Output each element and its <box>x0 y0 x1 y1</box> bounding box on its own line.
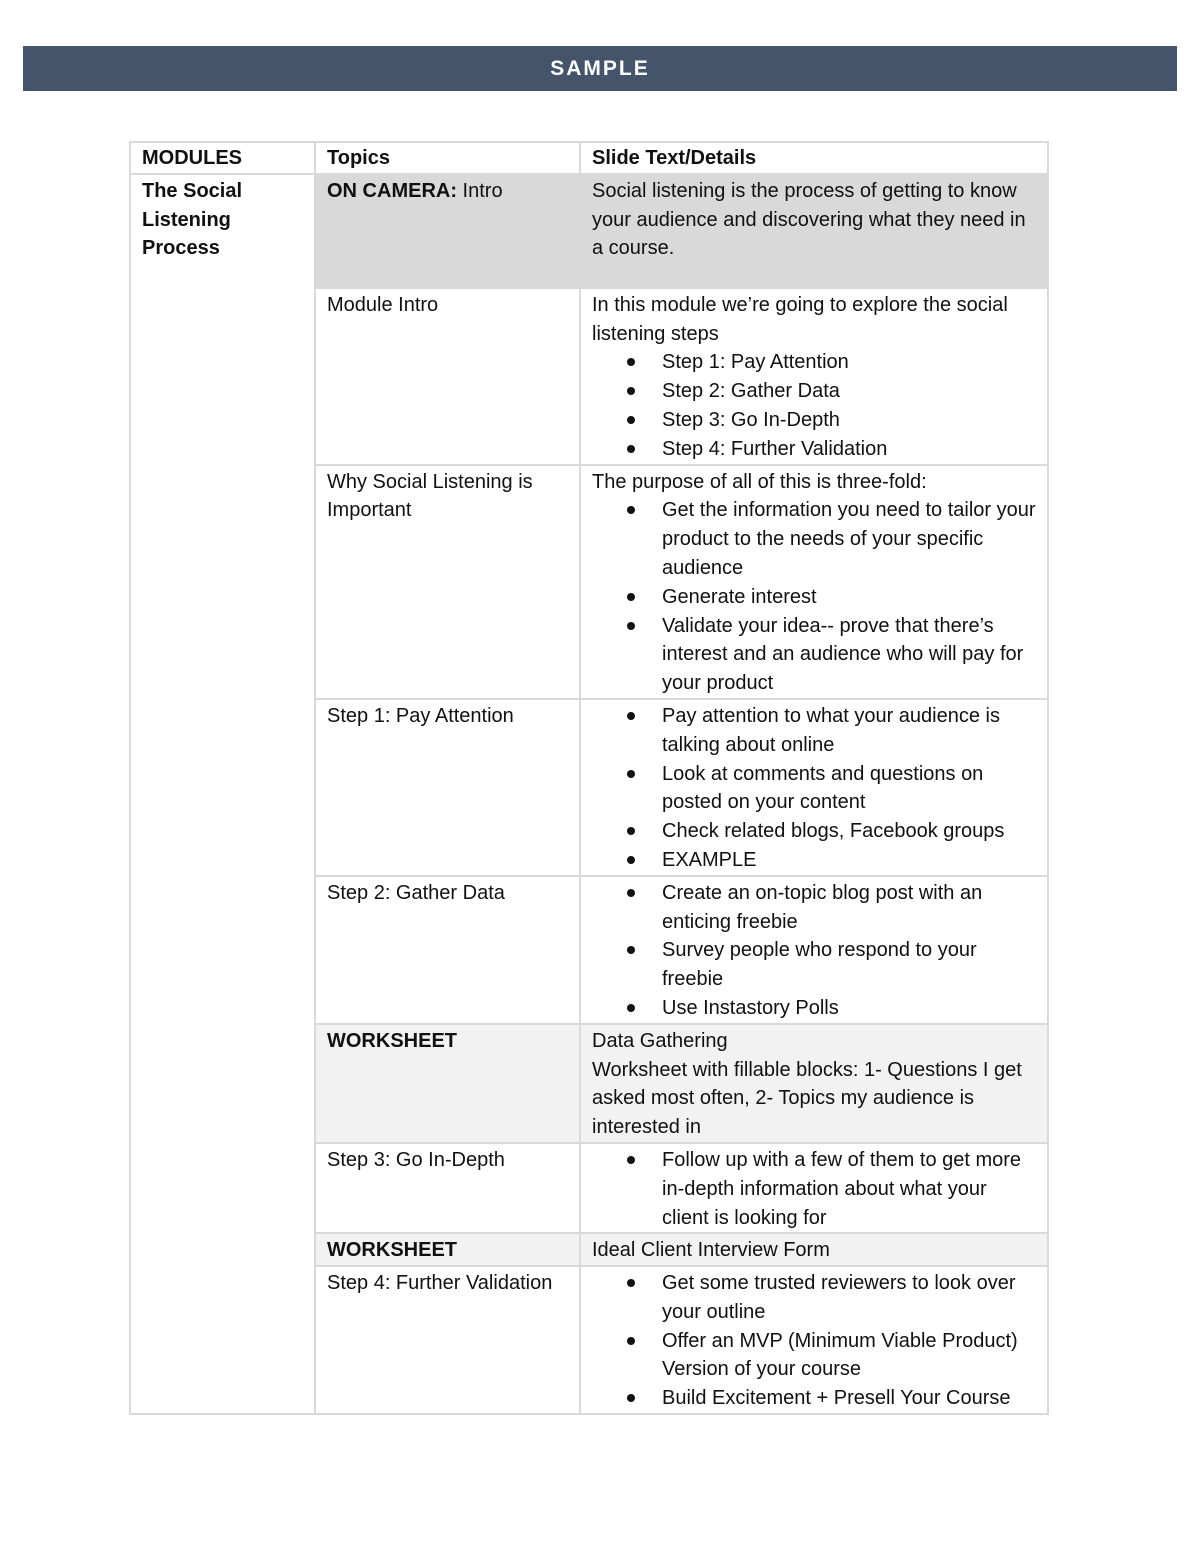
topic-label-bold: ON CAMERA: <box>327 179 457 202</box>
topic-cell: Module Intro <box>315 288 580 465</box>
topic-cell: Step 1: Pay Attention <box>315 699 580 876</box>
detail-text: Social listening is the process of getting to know your audience and discovering what they need in a course. <box>592 179 1026 260</box>
detail-cell <box>580 1266 1048 1414</box>
module-name: The Social Listening Process <box>130 174 315 1414</box>
sample-banner <box>23 46 1177 91</box>
bullet-list <box>592 702 1037 875</box>
detail-cell <box>580 876 1048 1024</box>
detail-cell <box>580 174 1048 288</box>
list-item: Pay attention to what your audience is talking about online <box>662 702 1037 760</box>
course-outline-table <box>129 141 1049 1415</box>
detail-cell <box>580 465 1048 699</box>
topic-cell: Step 4: Further Validation <box>315 1266 580 1414</box>
detail-cell <box>580 1024 1048 1143</box>
detail-text: The purpose of all of this is three-fold: <box>592 470 927 493</box>
bullet-list <box>592 348 1037 463</box>
list-item: Offer an MVP (Minimum Viable Product) Version of your course <box>662 1327 1037 1385</box>
topic-label: Intro <box>457 179 503 202</box>
list-item: Get some trusted reviewers to look over your outline <box>662 1269 1037 1327</box>
topic-cell <box>315 174 580 288</box>
list-item: Generate interest <box>662 583 1037 612</box>
bullet-list <box>592 879 1037 1023</box>
bullet-list <box>592 1146 1037 1232</box>
list-item: Step 1: Pay Attention <box>662 348 1037 377</box>
list-item: Build Excitement + Presell Your Course <box>662 1384 1037 1413</box>
bullet-list <box>592 1269 1037 1413</box>
list-item: Follow up with a few of them to get more in-depth information about what your client is looking for <box>662 1146 1037 1232</box>
list-item: Get the information you need to tailor your product to the needs of your specific audience <box>662 496 1037 582</box>
list-item: Check related blogs, Facebook groups <box>662 817 1037 846</box>
list-item: Step 4: Further Validation <box>662 435 1037 464</box>
header-modules: MODULES <box>130 142 315 174</box>
table-header-row <box>130 142 1048 174</box>
list-item: Survey people who respond to your freebie <box>662 936 1037 994</box>
detail-cell <box>580 699 1048 876</box>
list-item: Create an on-topic blog post with an enticing freebie <box>662 879 1037 937</box>
topic-cell: Step 2: Gather Data <box>315 876 580 1024</box>
topic-cell: Step 3: Go In-Depth <box>315 1143 580 1233</box>
list-item: Step 3: Go In-Depth <box>662 406 1037 435</box>
banner-label: SAMPLE <box>550 56 650 80</box>
header-topics: Topics <box>315 142 580 174</box>
detail-title: Data Gathering <box>592 1029 728 1052</box>
list-item: Look at comments and questions on posted on your content <box>662 760 1037 818</box>
table-row <box>130 174 1048 288</box>
topic-cell: Why Social Listening is Important <box>315 465 580 699</box>
detail-cell <box>580 1143 1048 1233</box>
topic-cell: WORKSHEET <box>315 1233 580 1266</box>
topic-cell: WORKSHEET <box>315 1024 580 1143</box>
list-item: Step 2: Gather Data <box>662 377 1037 406</box>
detail-text: Worksheet with fillable blocks: 1- Questions I get asked most often, 2- Topics my audience is interested in <box>592 1058 1022 1139</box>
list-item: Validate your idea-- prove that there’s interest and an audience who will pay for your product <box>662 612 1037 698</box>
header-slide-text: Slide Text/Details <box>580 142 1048 174</box>
list-item: Use Instastory Polls <box>662 994 1037 1023</box>
detail-cell: Ideal Client Interview Form <box>580 1233 1048 1266</box>
bullet-list <box>592 496 1037 698</box>
list-item: EXAMPLE <box>662 846 1037 875</box>
detail-text: In this module we’re going to explore the social listening steps <box>592 293 1008 345</box>
detail-cell <box>580 288 1048 465</box>
